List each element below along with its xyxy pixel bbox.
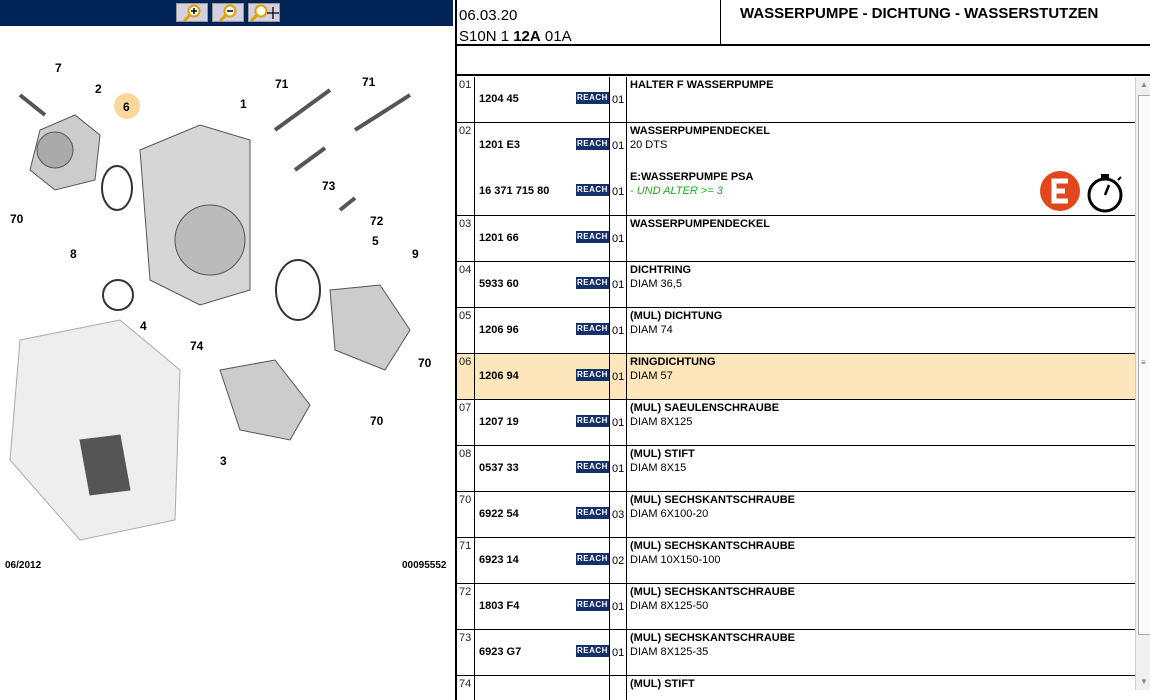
part-title: WASSERPUMPENDECKEL — [630, 125, 770, 137]
item-number: 70 — [457, 492, 475, 537]
part-number[interactable]: 5933 60 — [479, 278, 519, 290]
svg-text:8: 8 — [70, 247, 77, 261]
part-number[interactable]: 6922 54 — [479, 508, 519, 520]
quantity: 01 — [612, 417, 625, 429]
quantity: 03 — [612, 509, 625, 521]
table-row[interactable] — [457, 123, 1135, 216]
scroll-down-arrow[interactable]: ▼ — [1140, 677, 1148, 686]
item-number: 01 — [457, 77, 475, 122]
reach-badge: REACH — [577, 185, 608, 194]
svg-text:71: 71 — [275, 77, 289, 91]
part-title: (MUL) SECHSKANTSCHRAUBE — [630, 586, 795, 598]
part-title: (MUL) SECHSKANTSCHRAUBE — [630, 632, 795, 644]
part-number[interactable]: 1201 E3 — [479, 139, 520, 151]
item-number: 03 — [457, 216, 475, 261]
svg-text:3: 3 — [220, 454, 227, 468]
quantity: 01 — [612, 325, 625, 337]
svg-text:70: 70 — [10, 212, 24, 226]
part-title: (MUL) DICHTUNG — [630, 310, 723, 322]
table-row[interactable] — [457, 400, 1135, 446]
zoom-in-icon — [177, 4, 207, 21]
reach-badge: REACH — [577, 416, 608, 425]
stopwatch-icon[interactable] — [1089, 174, 1121, 211]
quantity: 02 — [612, 555, 625, 567]
quantity: 01 — [612, 647, 625, 659]
parts-table — [457, 77, 1135, 700]
diagram-toolbar — [0, 0, 453, 26]
part-number[interactable]: 1206 96 — [479, 324, 519, 336]
svg-text:4: 4 — [140, 319, 147, 333]
svg-text:9: 9 — [412, 247, 419, 261]
engine-oil-badge-icon[interactable] — [1040, 171, 1080, 211]
zoom-out-button[interactable] — [212, 3, 244, 22]
diagram-reference: 00095552 — [402, 560, 447, 571]
header-date: 06.03.20 — [459, 7, 518, 24]
part-number[interactable]: 16 371 715 80 — [479, 185, 550, 197]
table-row[interactable] — [457, 492, 1135, 538]
zoom-out-icon — [213, 4, 243, 21]
reach-badge: REACH — [577, 462, 608, 471]
table-row[interactable] — [457, 77, 1135, 123]
table-row[interactable] — [457, 584, 1135, 630]
quantity: 01 — [612, 186, 625, 198]
quantity: 01 — [612, 601, 625, 613]
part-number[interactable]: 6923 14 — [479, 554, 519, 566]
part-title: WASSERPUMPENDECKEL — [630, 218, 770, 230]
reach-badge: REACH — [577, 232, 608, 241]
reach-badge: REACH — [577, 600, 608, 609]
item-number: 07 — [457, 400, 475, 445]
zoom-in-button[interactable] — [176, 3, 208, 22]
item-number: 05 — [457, 308, 475, 353]
quantity: 01 — [612, 140, 625, 152]
zoom-pan-icon — [249, 4, 279, 21]
part-title: (MUL) SAEULENSCHRAUBE — [630, 402, 780, 414]
table-row[interactable] — [457, 630, 1135, 676]
part-description: DIAM 8X125-50 — [630, 600, 709, 612]
svg-text:5: 5 — [372, 234, 379, 248]
part-title: HALTER F WASSERPUMPE — [630, 79, 774, 91]
part-description: DIAM 8X125-35 — [630, 646, 709, 658]
reach-badge: REACH — [577, 324, 608, 333]
item-number: 06 — [457, 354, 475, 399]
part-number[interactable]: 1201 66 — [479, 232, 519, 244]
svg-text:6: 6 — [123, 100, 130, 114]
part-description: - UND ALTER >= 3 — [630, 185, 723, 197]
scroll-up-arrow[interactable]: ▲ — [1140, 80, 1148, 89]
item-number: 08 — [457, 446, 475, 491]
table-row[interactable] — [457, 354, 1135, 400]
part-title: (MUL) STIFT — [630, 678, 695, 690]
part-description: DIAM 74 — [630, 324, 673, 336]
svg-text:2: 2 — [95, 82, 102, 96]
table-row[interactable] — [457, 262, 1135, 308]
table-row[interactable] — [457, 446, 1135, 492]
reach-badge: REACH — [577, 370, 608, 379]
part-description: DIAM 6X100-20 — [630, 508, 709, 520]
part-number[interactable]: 1206 94 — [479, 370, 519, 382]
quantity: 01 — [612, 463, 625, 475]
reach-badge: REACH — [577, 508, 608, 517]
table-row[interactable] — [457, 538, 1135, 584]
quantity: 01 — [612, 94, 625, 106]
svg-text:72: 72 — [370, 214, 384, 228]
part-title: E:WASSERPUMPE PSA — [630, 171, 754, 183]
svg-text:74: 74 — [190, 339, 204, 353]
svg-text:7: 7 — [55, 61, 62, 75]
reach-badge: REACH — [577, 93, 608, 102]
table-row[interactable] — [457, 308, 1135, 354]
info-row — [457, 46, 1150, 76]
diagram-date: 06/2012 — [5, 560, 42, 571]
part-title: (MUL) SECHSKANTSCHRAUBE — [630, 494, 795, 506]
part-description: DIAM 57 — [630, 370, 673, 382]
svg-text:73: 73 — [322, 179, 336, 193]
svg-text:71: 71 — [362, 75, 376, 89]
zoom-pan-button[interactable] — [248, 3, 280, 22]
part-number[interactable]: 1803 F4 — [479, 600, 520, 612]
part-description: DIAM 8X15 — [630, 462, 687, 474]
svg-text:70: 70 — [370, 414, 384, 428]
part-number[interactable]: 6923 G7 — [479, 646, 522, 658]
exploded-parts-diagram — [0, 40, 453, 550]
quantity: 01 — [612, 279, 625, 291]
part-description: DIAM 10X150-100 — [630, 554, 721, 566]
part-number[interactable]: 1204 45 — [479, 93, 519, 105]
parts-panel — [455, 0, 1150, 700]
table-row[interactable] — [457, 676, 1135, 700]
reach-badge: REACH — [577, 646, 608, 655]
diagram-panel — [0, 0, 453, 700]
item-number: 74 — [457, 676, 475, 700]
item-number: 72 — [457, 584, 475, 629]
svg-text:1: 1 — [240, 97, 247, 111]
item-number: 73 — [457, 630, 475, 675]
part-description: DIAM 8X125 — [630, 416, 693, 428]
part-title: DICHTRING — [630, 264, 692, 276]
parts-header — [457, 0, 1150, 46]
quantity: 01 — [612, 371, 625, 383]
reach-badge: REACH — [577, 554, 608, 563]
reach-badge: REACH — [577, 139, 608, 148]
part-number[interactable]: 0537 33 — [479, 462, 519, 474]
part-title: (MUL) SECHSKANTSCHRAUBE — [630, 540, 795, 552]
part-description: 20 DTS — [630, 139, 668, 151]
part-title: (MUL) STIFT — [630, 448, 695, 460]
item-number: 02 — [457, 123, 475, 215]
item-number: 71 — [457, 538, 475, 583]
part-number[interactable]: 1207 19 — [479, 416, 519, 428]
svg-text:70: 70 — [418, 356, 432, 370]
table-row[interactable] — [457, 216, 1135, 262]
page-title: WASSERPUMPE - DICHTUNG - WASSERSTUTZEN — [740, 5, 1099, 22]
item-number: 04 — [457, 262, 475, 307]
scrollbar[interactable] — [1135, 77, 1150, 690]
part-title: RINGDICHTUNG — [630, 356, 716, 368]
reach-badge: REACH — [577, 278, 608, 287]
header-code: S10N 1 12A 01A — [459, 28, 572, 45]
quantity: 01 — [612, 233, 625, 245]
part-description: DIAM 36,5 — [630, 278, 682, 290]
scroll-thumb[interactable]: ≡ — [1138, 95, 1150, 635]
